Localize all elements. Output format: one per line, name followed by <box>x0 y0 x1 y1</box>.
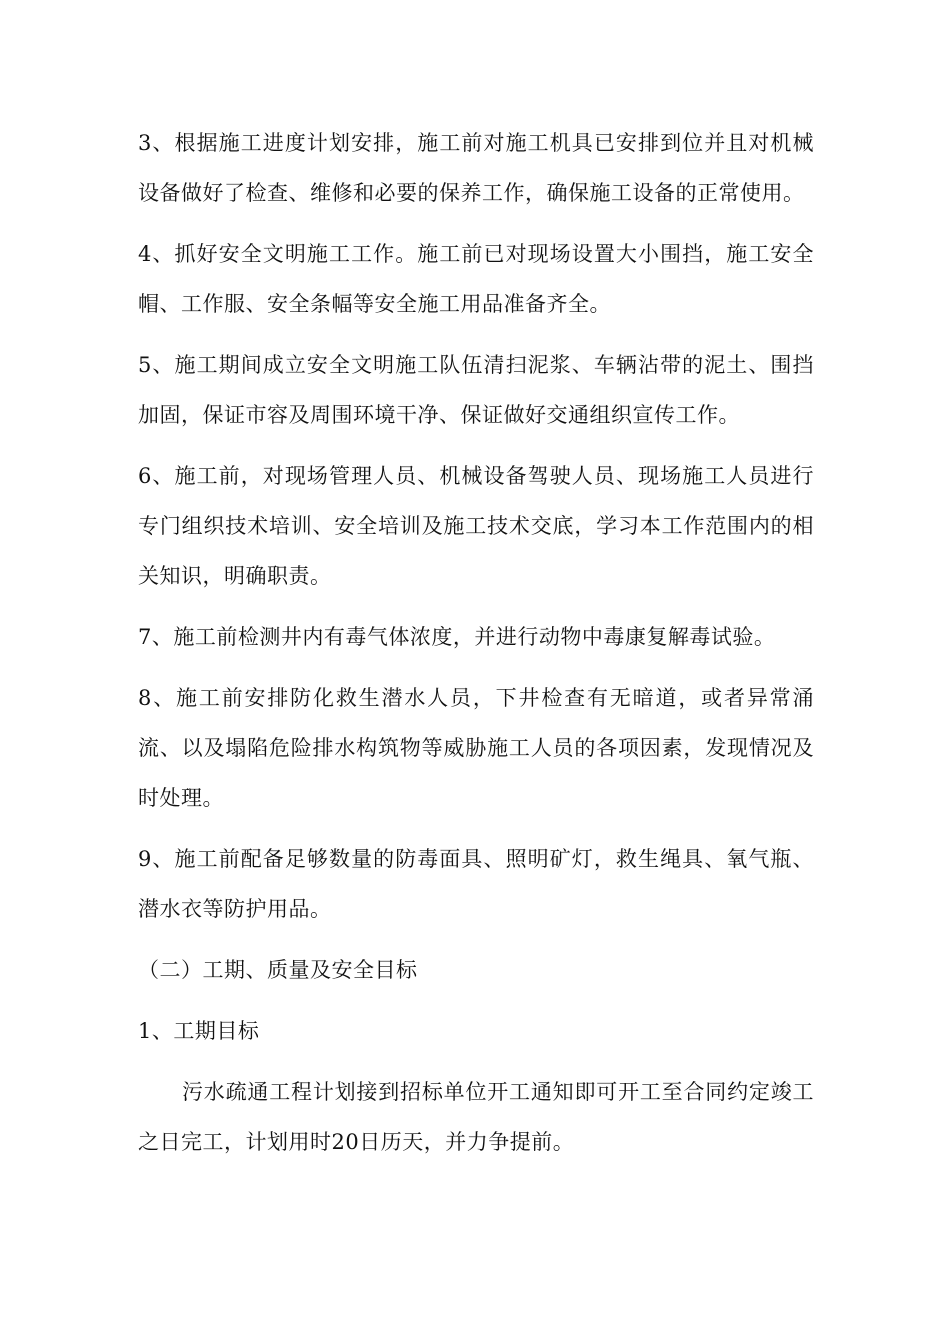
document-body <box>138 118 814 1178</box>
list-item-4: 4、抓好安全文明施工工作。施工前已对现场设置大小围挡，施工安全帽、工作服、安全条幅等安全施工用品准备齐全。 <box>138 242 814 316</box>
list-item-7: 7、施工前检测井内有毒气体浓度，并进行动物中毒康复解毒试验。 <box>138 625 776 649</box>
section-heading: （二）工期、质量及安全目标 <box>138 958 418 982</box>
list-item-3: 3、根据施工进度计划安排，施工前对施工机具已安排到位并且对机械设备做好了检查、维修和必要的保养工作，确保施工设备的正常使用。 <box>138 131 814 205</box>
body-paragraph: 污水疏通工程计划接到招标单位开工通知即可开工至合同约定竣工之日完工，计划用时20日历天，并力争提前。 <box>138 1080 814 1154</box>
list-item-6: 6、施工前，对现场管理人员、机械设备驾驶人员、现场施工人员进行专门组织技术培训、安全培训及施工技术交底，学习本工作范围内的相关知识，明确职责。 <box>138 464 814 588</box>
list-item-8: 8、施工前安排防化救生潜水人员，下井检查有无暗道，或者异常涌流、以及塌陷危险排水构筑物等威胁施工人员的各项因素，发现情况及时处理。 <box>138 686 814 810</box>
list-item-9: 9、施工前配备足够数量的防毒面具、照明矿灯，救生绳具、氧气瓶、潜水衣等防护用品。 <box>138 847 814 921</box>
list-item-5: 5、施工期间成立安全文明施工队伍清扫泥浆、车辆沾带的泥土、围挡加固，保证市容及周围环境干净、保证做好交通组织宣传工作。 <box>138 353 814 427</box>
sub-heading: 1、工期目标 <box>138 1019 260 1043</box>
